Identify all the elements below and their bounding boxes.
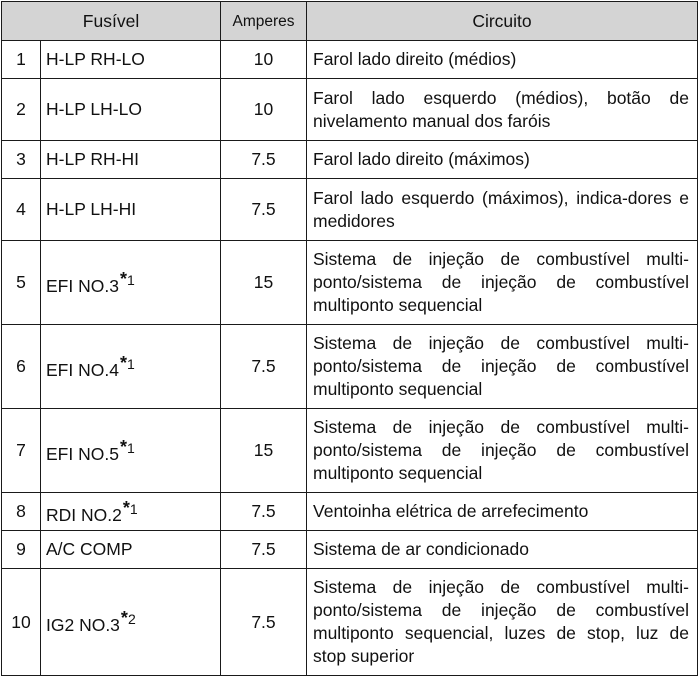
fuse-table-body — [2, 41, 698, 676]
fuse-number: 5 — [2, 241, 41, 325]
fuse-name-cell — [41, 79, 221, 141]
fuse-number: 6 — [2, 325, 41, 409]
footnote-number: 1 — [126, 439, 135, 456]
table-row — [2, 241, 698, 325]
fuse-name-cell — [41, 493, 221, 531]
fuse-amperes: 7.5 — [221, 325, 307, 409]
fuse-name: EFI NO.5 — [46, 443, 119, 464]
fuse-name-cell — [41, 241, 221, 325]
fuse-amperes: 7.5 — [221, 569, 307, 676]
table-row — [2, 179, 698, 241]
fuse-name: EFI NO.3 — [46, 275, 119, 296]
table-row — [2, 531, 698, 569]
fuse-number: 1 — [2, 41, 41, 79]
fuse-number: 3 — [2, 141, 41, 179]
footnote-asterisk-icon: * — [119, 436, 127, 457]
footnote-marker — [119, 268, 135, 289]
fuse-amperes: 15 — [221, 241, 307, 325]
fuse-circuit: Sistema de ar condicionado — [307, 531, 698, 569]
fuse-amperes: 7.5 — [221, 179, 307, 241]
table-row — [2, 141, 698, 179]
footnote-number: 1 — [129, 500, 138, 517]
fuse-name-cell — [41, 531, 221, 569]
fuse-circuit: Sistema de injeção de combustível multi-ponto/sistema de injeção de combustível multiponto sequencial — [307, 409, 698, 493]
footnote-marker — [119, 352, 135, 373]
table-row — [2, 569, 698, 676]
table-row — [2, 325, 698, 409]
fuse-name: IG2 NO.3 — [46, 615, 120, 635]
footnote-asterisk-icon: * — [122, 497, 130, 518]
fuse-amperes: 15 — [221, 409, 307, 493]
footnote-number: 2 — [127, 611, 136, 627]
fuse-name: H-LP LH-LO — [46, 99, 142, 119]
fuse-name-cell — [41, 141, 221, 179]
fuse-name-cell — [41, 569, 221, 676]
fuse-name-cell — [41, 409, 221, 493]
fuse-amperes: 7.5 — [221, 493, 307, 531]
fuse-number: 7 — [2, 409, 41, 493]
fuse-table — [1, 1, 698, 676]
fuse-circuit: Sistema de injeção de combustível multi-ponto/sistema de injeção de combustível multiponto sequencial, luzes de stop, luz de stop superior — [307, 569, 698, 676]
fuse-circuit: Ventoinha elétrica de arrefecimento — [307, 493, 698, 531]
footnote-marker — [122, 497, 138, 518]
fuse-name: H-LP LH-HI — [46, 199, 137, 219]
footnote-marker — [119, 436, 135, 457]
table-row — [2, 409, 698, 493]
fuse-number: 8 — [2, 493, 41, 531]
fuse-circuit: Farol lado esquerdo (máximos), indica-dores e medidores — [307, 179, 698, 241]
header-amperes: Amperes — [221, 2, 307, 41]
fuse-circuit: Farol lado direito (médios) — [307, 41, 698, 79]
fuse-name: A/C COMP — [46, 539, 133, 559]
fuse-circuit: Sistema de injeção de combustível multi-ponto/sistema de injeção de combustível multiponto sequencial — [307, 241, 698, 325]
footnote-number: 1 — [126, 355, 135, 372]
fuse-name: H-LP RH-LO — [46, 49, 145, 69]
table-row — [2, 79, 698, 141]
fuse-circuit: Farol lado direito (máximos) — [307, 141, 698, 179]
footnote-marker — [120, 608, 136, 628]
fuse-number: 2 — [2, 79, 41, 141]
header-fuse: Fusível — [2, 2, 221, 41]
fuse-name: H-LP RH-HI — [46, 149, 140, 169]
fuse-amperes: 10 — [221, 79, 307, 141]
fuse-number: 9 — [2, 531, 41, 569]
fuse-circuit: Farol lado esquerdo (médios), botão de nivelamento manual dos faróis — [307, 79, 698, 141]
header-circuit: Circuito — [307, 2, 698, 41]
footnote-asterisk-icon: * — [119, 268, 127, 289]
fuse-name: RDI NO.2 — [46, 504, 122, 525]
table-row — [2, 493, 698, 531]
fuse-amperes: 7.5 — [221, 141, 307, 179]
fuse-number: 10 — [2, 569, 41, 676]
fuse-number: 4 — [2, 179, 41, 241]
fuse-amperes: 7.5 — [221, 531, 307, 569]
footnote-asterisk-icon: * — [120, 608, 128, 628]
footnote-asterisk-icon: * — [119, 352, 127, 373]
fuse-name-cell — [41, 325, 221, 409]
fuse-amperes: 10 — [221, 41, 307, 79]
fuse-name: EFI NO.4 — [46, 359, 119, 380]
fuse-name-cell — [41, 179, 221, 241]
header-row — [2, 2, 698, 41]
fuse-name-cell — [41, 41, 221, 79]
fuse-circuit: Sistema de injeção de combustível multi-ponto/sistema de injeção de combustível multiponto sequencial — [307, 325, 698, 409]
table-row — [2, 41, 698, 79]
footnote-number: 1 — [126, 271, 135, 288]
